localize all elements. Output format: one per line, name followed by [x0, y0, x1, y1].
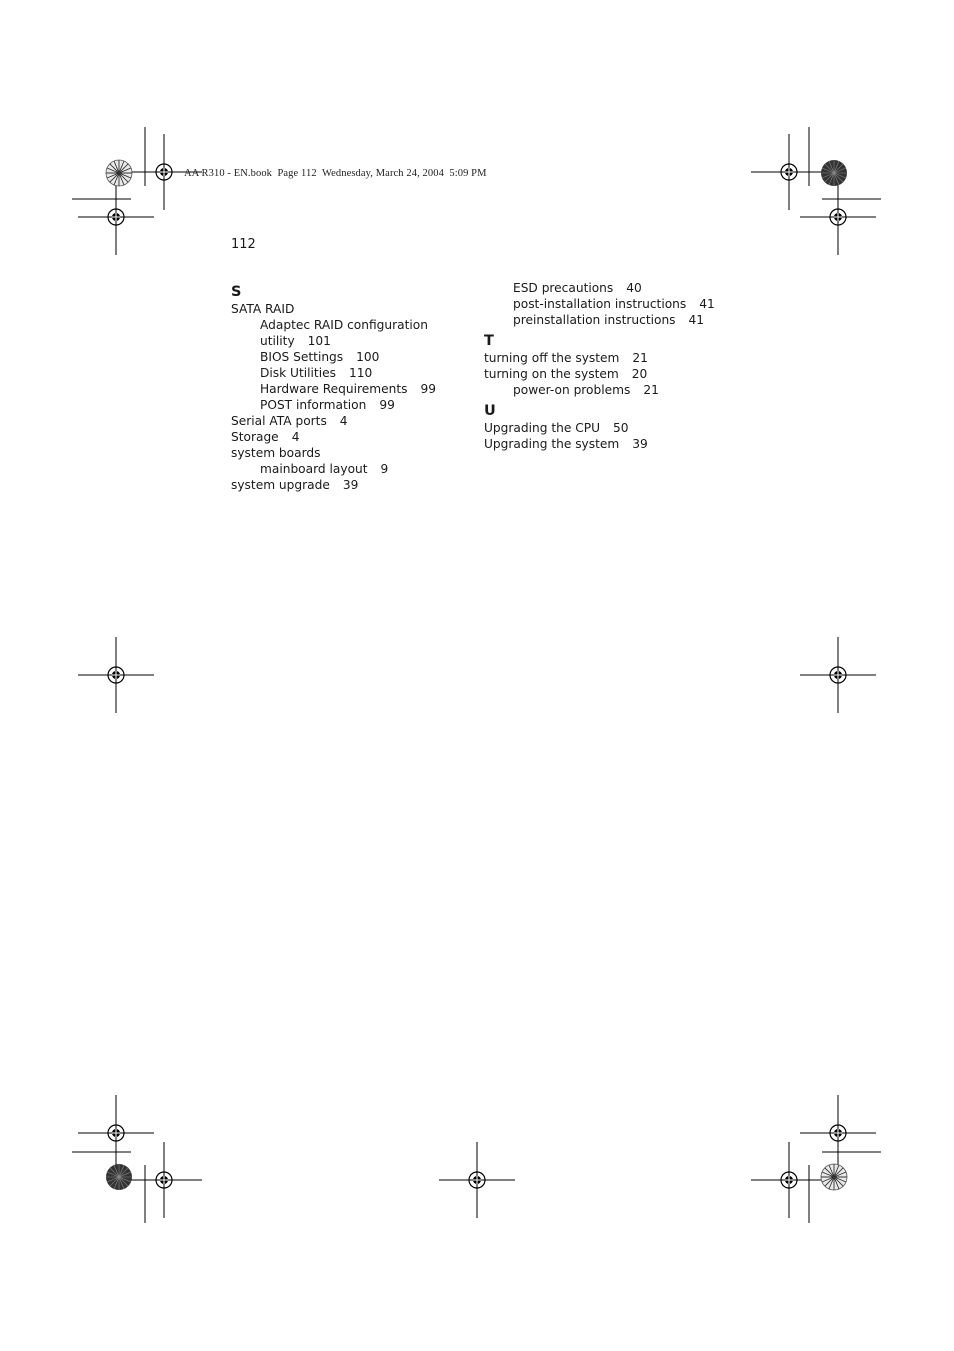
index-entry: system boards [231, 446, 321, 460]
index-subentry: Disk Utilities 110 [260, 366, 373, 380]
index-column-right [484, 280, 744, 452]
index-subentry: mainboard layout 9 [260, 462, 389, 476]
index-subentry: power-on problems 21 [513, 383, 659, 397]
index-subentry: preinstallation instructions 41 [513, 313, 705, 327]
registration-mark-icon [800, 179, 876, 255]
page-ref: 50 [612, 421, 629, 435]
registration-mark-icon [439, 1142, 515, 1218]
star-target-icon [106, 1164, 132, 1190]
page-ref: 20 [631, 367, 648, 381]
star-target-icon [821, 1164, 847, 1190]
registration-mark-icon [800, 637, 876, 713]
index-entry: SATA RAID [231, 302, 295, 316]
page-ref: 21 [632, 351, 648, 365]
book-slug: AA R310 - EN.book Page 112 Wednesday, March 24, 2004 5:09 PM [184, 168, 487, 179]
registration-mark-icon [751, 1142, 827, 1218]
page-ref: 101 [307, 334, 331, 348]
registration-mark-icon [78, 1095, 154, 1171]
page-ref: 100 [356, 350, 380, 364]
star-target-icon [821, 160, 847, 186]
page-number: 112 [231, 237, 256, 252]
page-ref: 99 [420, 382, 436, 396]
index-entry: Storage 4 [231, 430, 300, 444]
index-entry: Upgrading the system 39 [484, 437, 648, 451]
index-entry: Serial ATA ports 4 [231, 414, 348, 428]
registration-mark-icon [126, 1142, 202, 1218]
index-subentry: POST information 99 [260, 398, 395, 412]
index-letter-u: U [484, 403, 496, 419]
registration-mark-icon [800, 1095, 876, 1171]
crop-lines [72, 127, 881, 1223]
index-entry: turning off the system 21 [484, 351, 648, 365]
page-ref: 99 [379, 398, 395, 412]
index-entry: turning on the system 20 [484, 367, 648, 381]
page-ref: 41 [688, 313, 705, 327]
page-ref: 4 [291, 430, 300, 444]
index-subentry: BIOS Settings 100 [260, 350, 380, 364]
registration-mark-icon [78, 179, 154, 255]
index-column-left [231, 283, 471, 493]
index-subentry: Adaptec RAID configuration [260, 318, 428, 332]
page-ref: 21 [643, 383, 659, 397]
index-subentry: Hardware Requirements 99 [260, 382, 436, 396]
index-entry: system upgrade 39 [231, 478, 359, 492]
page-ref: 4 [339, 414, 348, 428]
page-ref: 110 [348, 366, 373, 380]
page-ref: 39 [632, 437, 648, 451]
page-ref: 40 [626, 281, 642, 295]
index-subentry: post-installation instructions 41 [513, 297, 715, 311]
registration-mark-icon [751, 134, 827, 210]
page-ref: 41 [699, 297, 715, 311]
registration-mark-icon [78, 637, 154, 713]
index-subentry: utility 101 [260, 334, 331, 348]
index-entry: Upgrading the CPU 50 [484, 421, 629, 435]
index-subentry: ESD precautions 40 [513, 281, 642, 295]
star-target-icon [106, 160, 132, 186]
index-letter-t: T [484, 333, 494, 349]
page-ref: 9 [380, 462, 389, 476]
page-ref: 39 [342, 478, 359, 492]
index-letter-s: S [231, 284, 242, 300]
